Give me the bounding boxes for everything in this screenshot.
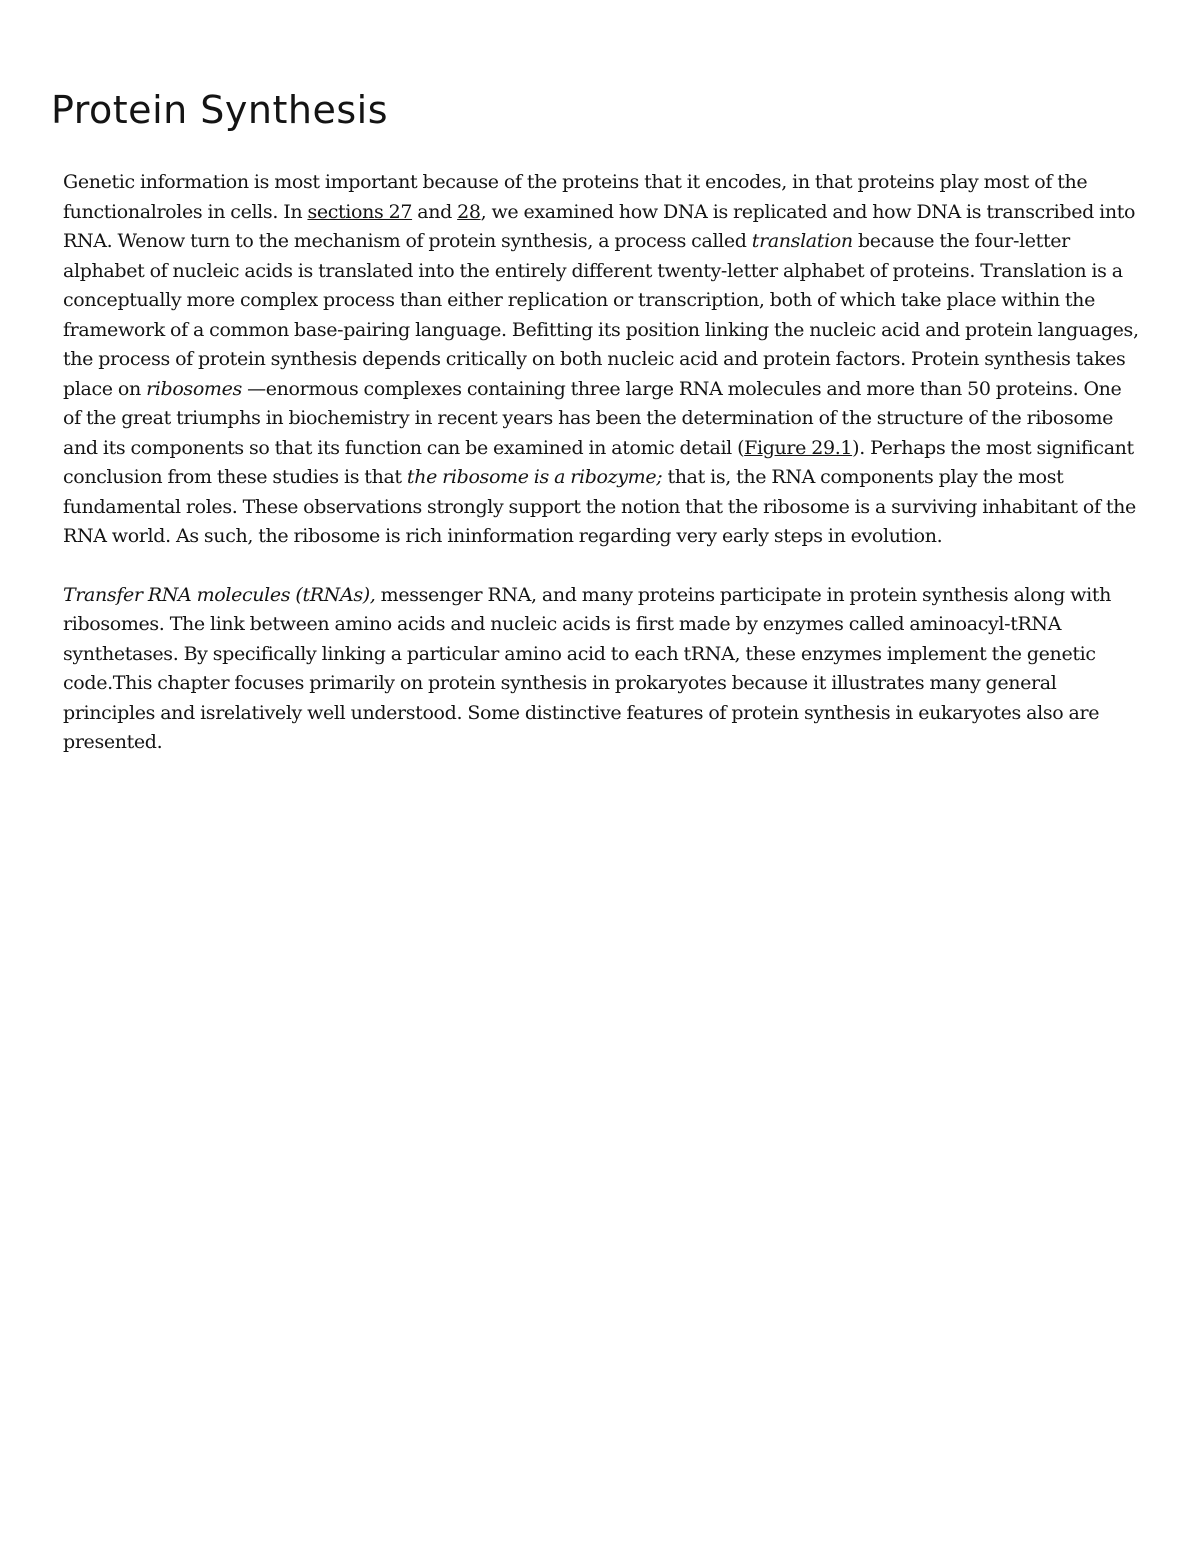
paragraph-1-text-1: Genetic information is most important because of the proteins that it encodes, in that proteins play most of the functionalroles in cells. In <box>63 171 1088 223</box>
paragraph-1 <box>63 168 1143 552</box>
trna-term: Transfer RNA molecules (tRNAs), <box>63 583 376 606</box>
page-title: Protein Synthesis <box>51 88 388 132</box>
ribozyme-statement: the ribosome is a ribozyme; <box>406 466 663 488</box>
sections-27-link[interactable]: sections 27 <box>307 200 413 223</box>
paragraph-1-text-4: because the four-letter alphabet of nucleic acids is translated into the entirely different twenty-letter alphabet of proteins. Translation is a conceptually more complex process than either replication or transcription, both of which take place within the framework of a common base-pairing language. Befitting its position linking the nucleic acid and protein languages, the process of protein synthesis depends critically on both nucleic acid and protein factors. Protein synthesis takes place on <box>63 230 1139 400</box>
paragraph-1-text-2: and <box>412 200 458 223</box>
paragraph-1-text-6: ). Perhaps the most significant conclusion from these studies is that <box>63 436 1134 488</box>
body-text <box>63 168 1143 758</box>
figure-29-1-link[interactable]: Figure 29.1 <box>744 436 853 459</box>
translation-term: translation <box>751 230 853 252</box>
ribosomes-term: ribosomes <box>146 377 242 400</box>
paragraph-2 <box>63 581 1143 758</box>
paragraph-1-text-5: —enormous complexes containing three large RNA molecules and more than 50 proteins. One of the great triumphs in biochemistry in recent years has been the determination of the structure of the ribosome and its components so that its function can be examined in atomic detail ( <box>63 377 1122 459</box>
paragraph-1-text-3: , we examined how DNA is replicated and how DNA is transcribed into RNA. Wenow turn to the mechanism of protein synthesis, a process called <box>63 200 1136 252</box>
paragraph-2-text-1: messenger RNA, and many proteins participate in protein synthesis along with ribosomes. The link between amino acids and nucleic acids is first made by enzymes called aminoacyl-tRNA synthetases. By specifically linking a particular amino acid to each tRNA, these enzymes implement the genetic code.This chapter focuses primarily on protein synthesis in prokaryotes because it illustrates many general principles and isrelatively well understood. Some distinctive features of protein synthesis in eukaryotes also are presented. <box>63 583 1111 753</box>
paragraph-1-text-7: that is, the RNA components play the most fundamental roles. These observations strongly support the notion that the ribosome is a surviving inhabitant of the RNA world. As such, the ribosome is rich ininformation regarding very early steps in evolution. <box>63 466 1136 547</box>
section-28-link[interactable]: 28 <box>457 200 481 223</box>
